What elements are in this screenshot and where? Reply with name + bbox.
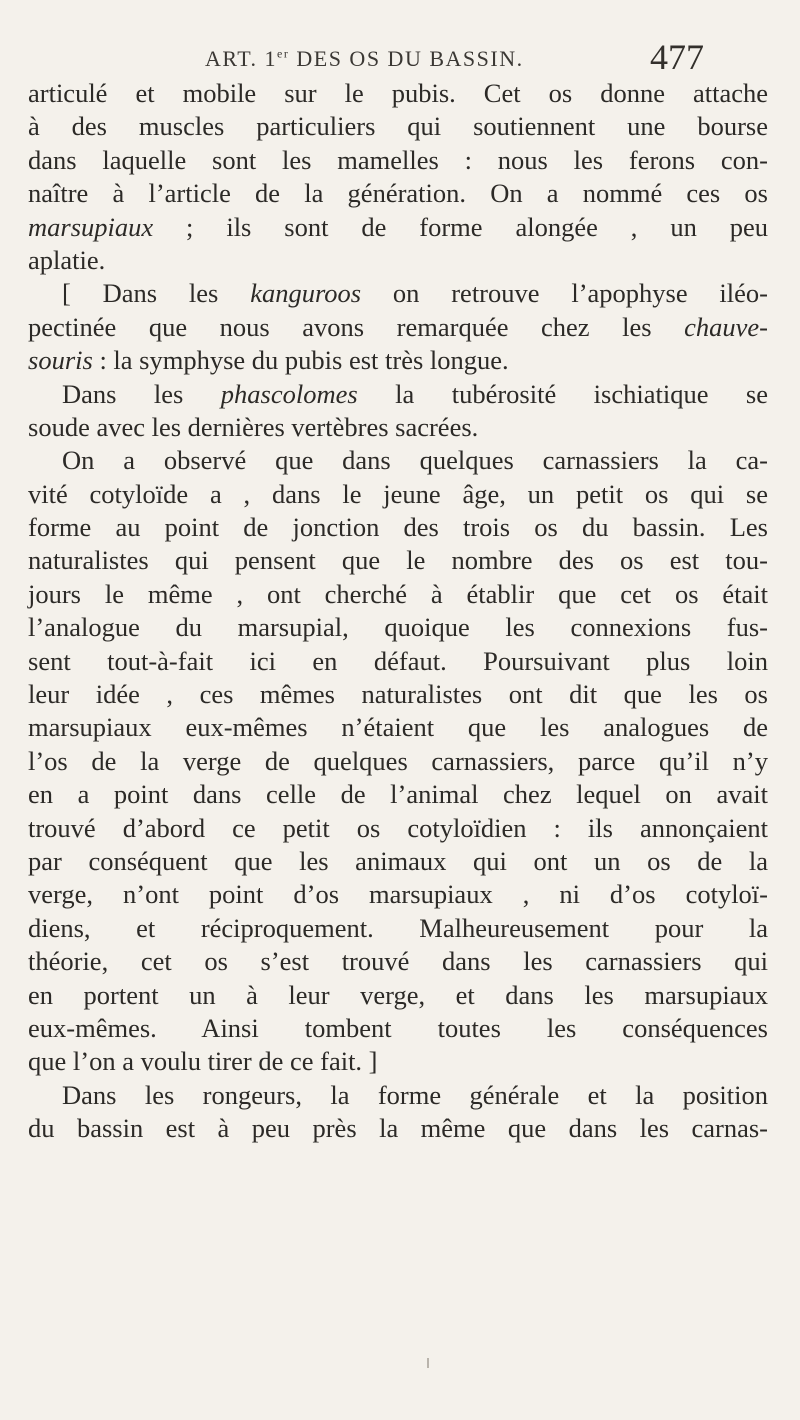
- italic-term: chauve-: [684, 311, 768, 342]
- italic-term: phascolomes: [220, 378, 358, 409]
- text-line: naître à l’article de la génération. On a nommé ces os: [28, 178, 768, 209]
- text-line: théorie, cet os s’est trouvé dans les carnassiers qui: [28, 946, 768, 977]
- text-line: que l’on a voulu tirer de ce fait. ]: [28, 1046, 378, 1077]
- text-line: [28, 211, 768, 244]
- text-line: l’analogue du marsupial, quoique les connexions fus-: [28, 612, 768, 643]
- line-text: : la symphyse du pubis est très longue.: [92, 345, 509, 376]
- text-line: aplatie.: [28, 244, 106, 275]
- text-line: leur idée , ces mêmes naturalistes ont dit que les os: [28, 679, 768, 710]
- text-line: à des muscles particuliers qui soutiennent une bourse: [28, 111, 768, 142]
- text-line: naturalistes qui pensent que le nombre des os est tou-: [28, 545, 768, 576]
- italic-term: kanguroos: [250, 278, 362, 309]
- text-line: soude avec les dernières vertèbres sacrées.: [28, 411, 479, 442]
- line-text: on retrouve l’apophyse iléo-: [361, 278, 768, 309]
- text-line: trouvé d’abord ce petit os cotyloïdien : ils annonçaient: [28, 812, 768, 843]
- text-line: jours le même , ont cherché à établir que cet os était: [28, 578, 768, 609]
- text-line: vité cotyloïde a , dans le jeune âge, un petit os qui se: [28, 478, 768, 509]
- print-mark: [427, 1358, 429, 1368]
- line-text: pectinée que nous avons remarquée chez les: [28, 311, 685, 342]
- text-line: marsupiaux eux-mêmes n’étaient que les analogues de: [28, 712, 768, 743]
- text-line: Dans les rongeurs, la forme générale et la position: [62, 1079, 768, 1110]
- text-line: forme au point de jonction des trois os du bassin. Les: [28, 512, 768, 543]
- page-number: 477: [650, 37, 704, 77]
- text-line: sent tout-à-fait ici en défaut. Poursuivant plus loin: [28, 645, 768, 676]
- text-line: l’os de la verge de quelques carnassiers, parce qu’il n’y: [28, 745, 768, 776]
- text-line: [28, 311, 768, 344]
- body-text: [28, 77, 768, 1146]
- text-line: On a observé que dans quelques carnassiers la ca-: [62, 445, 768, 476]
- text-line: par conséquent que les animaux qui ont un os de la: [28, 845, 768, 876]
- running-head: ART. 1er DES OS DU BASSIN.: [205, 46, 524, 71]
- text-line: en portent un à leur verge, et dans les marsupiaux: [28, 979, 768, 1010]
- text-line: diens, et réciproquement. Malheureusement pour la: [28, 912, 768, 943]
- text-line: eux-mêmes. Ainsi tombent toutes les conséquences: [28, 1012, 768, 1043]
- line-text: la tubérosité ischiatique se: [357, 378, 768, 409]
- text-line: verge, n’ont point d’os marsupiaux , ni d’os cotyloï-: [28, 879, 768, 910]
- text-line: dans laquelle sont les mamelles : nous les ferons con-: [28, 144, 768, 175]
- text-line: du bassin est à peu près la même que dans les carnas-: [28, 1113, 768, 1144]
- line-text: [ Dans les: [62, 278, 251, 309]
- text-line: [28, 344, 768, 377]
- text-line: [28, 277, 768, 310]
- line-text: Dans les: [62, 378, 221, 409]
- line-text: ; ils sont de forme alongée , un peu: [153, 211, 768, 242]
- text-line: articulé et mobile sur le pubis. Cet os donne attache: [28, 78, 768, 108]
- italic-term: marsupiaux: [28, 211, 154, 242]
- italic-term: souris: [28, 345, 93, 376]
- text-line: en a point dans celle de l’animal chez lequel on avait: [28, 779, 768, 810]
- text-line: [28, 378, 768, 411]
